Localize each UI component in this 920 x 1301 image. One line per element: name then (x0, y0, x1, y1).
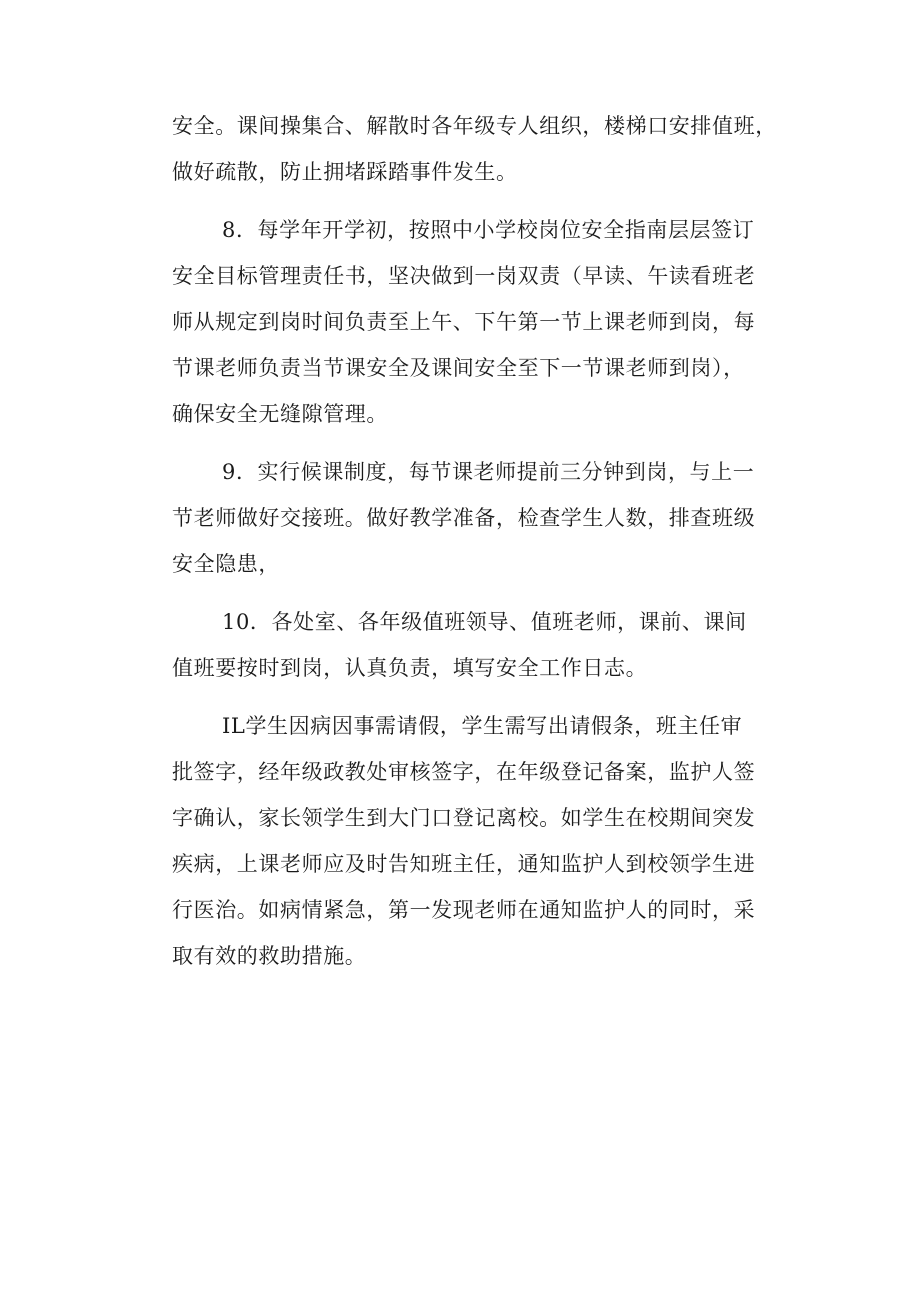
paragraph-8 (172, 207, 772, 437)
text-line: 行医治。如病情紧急，第一发现老师在通知监护人的同时，采 (172, 898, 756, 922)
text-line: 8．每学年开学初，按照中小学校岗位安全指南层层签订 (222, 218, 755, 242)
text-line: 9．实行候课制度，每节课老师提前三分钟到岗，与上一 (222, 460, 755, 484)
paragraph-9 (172, 449, 772, 587)
text-line: 取有效的救助措施。 (172, 944, 367, 968)
text-line: 疾病，上课老师应及时告知班主任，通知监护人到校领学生进 (172, 852, 756, 876)
text-line: 师从规定到岗时间负责至上午、下午第一节上课老师到岗，每 (172, 310, 756, 334)
paragraph-10 (172, 599, 772, 691)
text-line: 做好疏散，防止拥堵踩踏事件发生。 (172, 160, 518, 184)
document-body (172, 103, 777, 991)
text-line: IL学生因病因事需请假，学生需写出请假条，班主任审 (222, 714, 743, 738)
text-line: 确保安全无缝隙管理。 (172, 402, 388, 426)
text-line: 安全隐患， (172, 552, 280, 576)
text-line: 10．各处室、各年级值班领导、值班老师，课前、课间 (222, 610, 747, 634)
text-line: 批签字，经年级政教处审核签字，在年级登记备案，监护人签 (172, 760, 756, 784)
text-line: 安全目标管理责任书，坚决做到一岗双责（早读、午读看班老 (172, 264, 756, 288)
text-line: 节课老师负责当节课安全及课间安全至下一节课老师到岗）， (172, 356, 745, 380)
text-line: 值班要按时到岗，认真负责，填写安全工作日志。 (172, 656, 648, 680)
paragraph-7-continued (172, 103, 777, 195)
text-line: 安全。课间操集合、解散时各年级专人组织，楼梯口安排值班， (172, 114, 777, 138)
paragraph-11 (172, 703, 772, 979)
text-line: 节老师做好交接班。做好教学准备，检查学生人数，排查班级 (172, 506, 756, 530)
text-line: 字确认，家长领学生到大门口登记离校。如学生在校期间突发 (172, 806, 756, 830)
